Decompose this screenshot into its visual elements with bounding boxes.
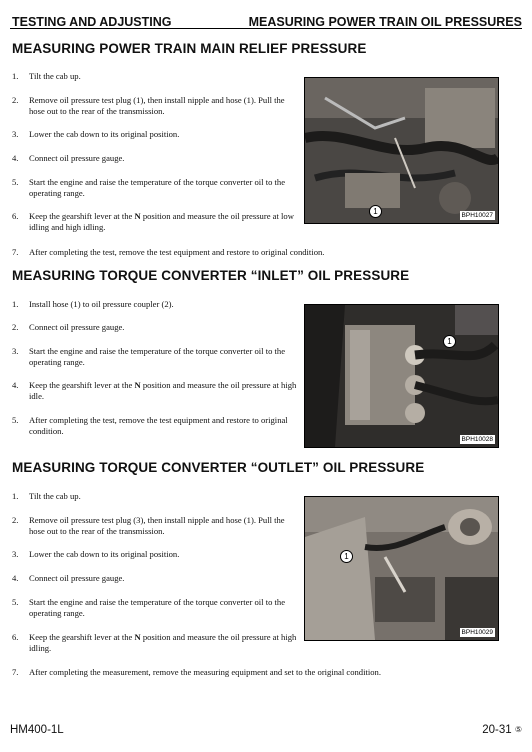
callout-1: 1 xyxy=(369,205,382,218)
model-number: HM400-1L xyxy=(10,724,64,736)
section-1-title: MEASURING POWER TRAIN MAIN RELIEF PRESSURE xyxy=(12,41,367,56)
outlet-pressure-photo xyxy=(304,496,499,641)
s1-step-4: 4. Connect oil pressure gauge. xyxy=(12,153,125,163)
inlet-pressure-photo xyxy=(304,304,499,448)
s3-step-3: 3. Lower the cab down to its original position. xyxy=(12,549,180,559)
s3-step-2: 2. Remove oil pressure test plug (3), then install nipple and hose (1). Pull the hose out to the rear of the transmission. xyxy=(12,515,285,536)
header-section-title: TESTING AND ADJUSTING xyxy=(12,15,172,29)
page-number: 20-31 ⑤ xyxy=(482,724,522,736)
s2-step-1: 1. Install hose (1) to oil pressure coupler (2). xyxy=(12,299,174,309)
s1-step-6: 6. Keep the gearshift lever at the N position and measure the oil pressure at low idling and high idling. xyxy=(12,211,294,232)
callout-1: 1 xyxy=(340,550,353,563)
s3-step-1: 1. Tilt the cab up. xyxy=(12,491,81,501)
section-3-title: MEASURING TORQUE CONVERTER “OUTLET” OIL PRESSURE xyxy=(12,460,425,475)
s2-step-5: 5. After completing the test, remove the test equipment and restore to original condition. xyxy=(12,415,288,436)
page-header xyxy=(10,6,522,29)
relief-pressure-photo xyxy=(304,77,499,224)
header-topic-title: MEASURING POWER TRAIN OIL PRESSURES xyxy=(248,15,522,29)
s2-step-4: 4. Keep the gearshift lever at the N position and measure the oil pressure at high idle. xyxy=(12,380,297,401)
s1-step-7: 7. After completing the test, remove the test equipment and restore to original condition. xyxy=(12,247,325,257)
s2-step-2: 2. Connect oil pressure gauge. xyxy=(12,322,125,332)
s1-step-5: 5. Start the engine and raise the temperature of the torque converter oil to the operating range. xyxy=(12,177,286,198)
revision-mark-icon: ⑤ xyxy=(514,725,522,734)
section-2-title: MEASURING TORQUE CONVERTER “INLET” OIL PRESSURE xyxy=(12,268,410,283)
s3-step-7: 7. After completing the measurement, remove the measuring equipment and set to the original condition. xyxy=(12,667,382,677)
photo-code: BPH10028 xyxy=(461,436,493,443)
photo-code: BPH10029 xyxy=(461,629,493,636)
s3-step-6: 6. Keep the gearshift lever at the N position and measure the oil pressure at high idling. xyxy=(12,632,297,653)
s3-step-4: 4. Connect oil pressure gauge. xyxy=(12,573,125,583)
s3-step-5: 5. Start the engine and raise the temperature of the torque converter oil to the operating range. xyxy=(12,597,286,618)
s1-step-2: 2. Remove oil pressure test plug (1), then install nipple and hose (1). Pull the hose out to the rear of the transmission. xyxy=(12,95,285,116)
callout-1: 1 xyxy=(443,335,456,348)
s2-step-3: 3. Start the engine and raise the temperature of the torque converter oil to the operating range. xyxy=(12,346,286,367)
s1-step-1: 1. Tilt the cab up. xyxy=(12,71,81,81)
photo-code: BPH10027 xyxy=(461,212,493,219)
s1-step-3: 3. Lower the cab down to its original position. xyxy=(12,129,180,139)
